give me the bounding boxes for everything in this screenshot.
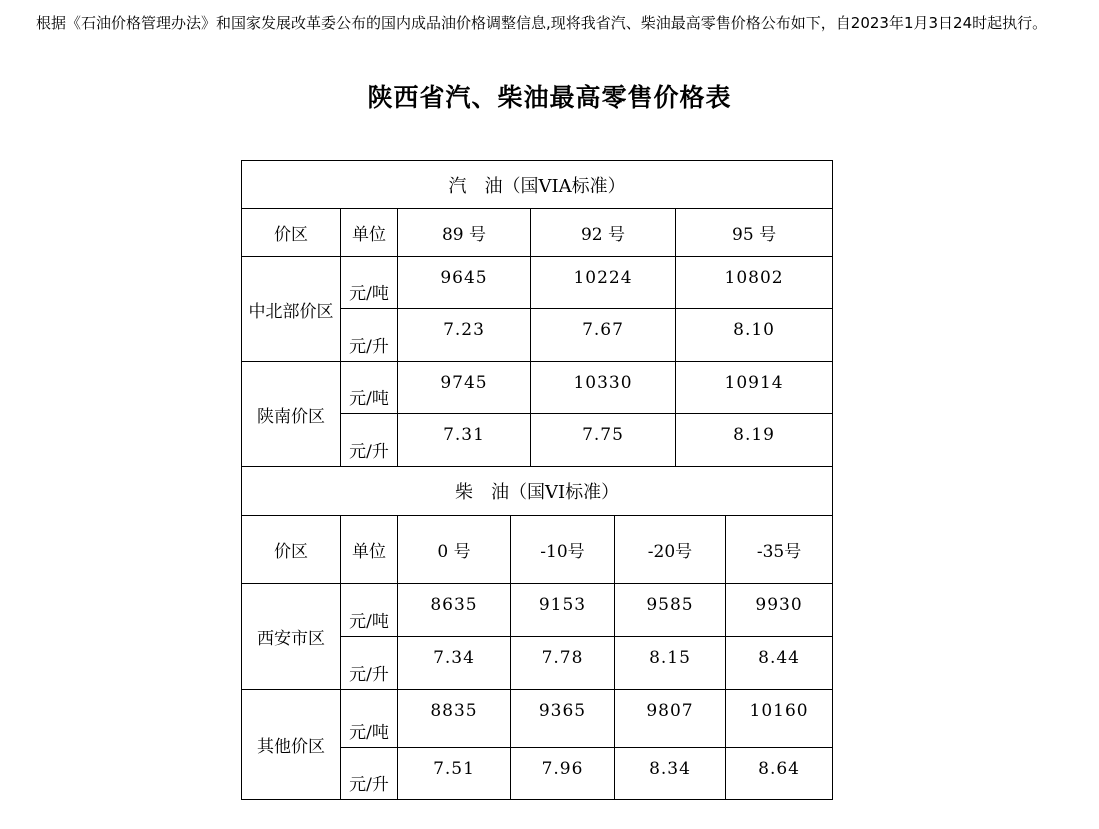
gasoline-grade-header: 95 号 <box>676 209 833 257</box>
price-cell: 7.67 <box>531 309 676 362</box>
diesel-grade-header: -35号 <box>726 516 833 584</box>
price-cell: 8.10 <box>676 309 833 362</box>
price-cell: 7.31 <box>398 414 531 467</box>
gasoline-unit-header: 单位 <box>341 209 398 257</box>
price-cell: 10914 <box>676 362 833 414</box>
unit-cell: 元/升 <box>341 637 398 690</box>
gasoline-header-row <box>242 209 833 257</box>
price-cell: 9807 <box>615 690 726 748</box>
price-cell: 8.15 <box>615 637 726 690</box>
price-cell: 8.44 <box>726 637 833 690</box>
price-cell: 8635 <box>398 584 511 637</box>
region-name: 西安市区 <box>242 584 341 690</box>
diesel-section-title: 柴 油（国VI标准） <box>242 467 833 516</box>
table-row <box>242 362 833 414</box>
table-row <box>242 690 833 748</box>
price-cell: 10160 <box>726 690 833 748</box>
gasoline-section-row <box>242 161 833 209</box>
diesel-grade-header: -20号 <box>615 516 726 584</box>
diesel-section-row <box>242 467 833 516</box>
price-cell: 8835 <box>398 690 511 748</box>
price-cell: 9365 <box>511 690 615 748</box>
price-cell: 9645 <box>398 257 531 309</box>
diesel-grade-header: 0 号 <box>398 516 511 584</box>
gasoline-zone-header: 价区 <box>242 209 341 257</box>
table-row <box>242 257 833 309</box>
intro-paragraph: 根据《石油价格管理办法》和国家发展改革委公布的国内成品油价格调整信息,现将我省汽、柴油最高零售价格公布如下，自2023年1月3日24时起执行。 <box>36 14 1048 32</box>
region-name: 中北部价区 <box>242 257 341 362</box>
unit-cell: 元/吨 <box>341 584 398 637</box>
price-table <box>241 160 833 800</box>
price-cell: 7.34 <box>398 637 511 690</box>
price-cell: 10802 <box>676 257 833 309</box>
diesel-zone-header: 价区 <box>242 516 341 584</box>
unit-cell: 元/升 <box>341 748 398 800</box>
gasoline-grade-header: 92 号 <box>531 209 676 257</box>
region-name: 陕南价区 <box>242 362 341 467</box>
unit-cell: 元/吨 <box>341 257 398 309</box>
diesel-grade-header: -10号 <box>511 516 615 584</box>
price-cell: 8.64 <box>726 748 833 800</box>
diesel-unit-header: 单位 <box>341 516 398 584</box>
document-title: 陕西省汽、柴油最高零售价格表 <box>367 83 732 112</box>
price-cell: 9585 <box>615 584 726 637</box>
price-cell: 9930 <box>726 584 833 637</box>
diesel-header-row <box>242 516 833 584</box>
unit-cell: 元/吨 <box>341 362 398 414</box>
gasoline-grade-header: 89 号 <box>398 209 531 257</box>
price-cell: 7.78 <box>511 637 615 690</box>
table-row <box>242 584 833 637</box>
unit-cell: 元/吨 <box>341 690 398 748</box>
price-cell: 8.34 <box>615 748 726 800</box>
price-cell: 10330 <box>531 362 676 414</box>
region-name: 其他价区 <box>242 690 341 800</box>
price-cell: 7.75 <box>531 414 676 467</box>
price-cell: 9745 <box>398 362 531 414</box>
price-cell: 9153 <box>511 584 615 637</box>
unit-cell: 元/升 <box>341 309 398 362</box>
price-cell: 7.23 <box>398 309 531 362</box>
price-cell: 7.51 <box>398 748 511 800</box>
price-cell: 8.19 <box>676 414 833 467</box>
gasoline-section-title: 汽 油（国VIA标准） <box>242 161 833 209</box>
price-cell: 7.96 <box>511 748 615 800</box>
price-cell: 10224 <box>531 257 676 309</box>
unit-cell: 元/升 <box>341 414 398 467</box>
